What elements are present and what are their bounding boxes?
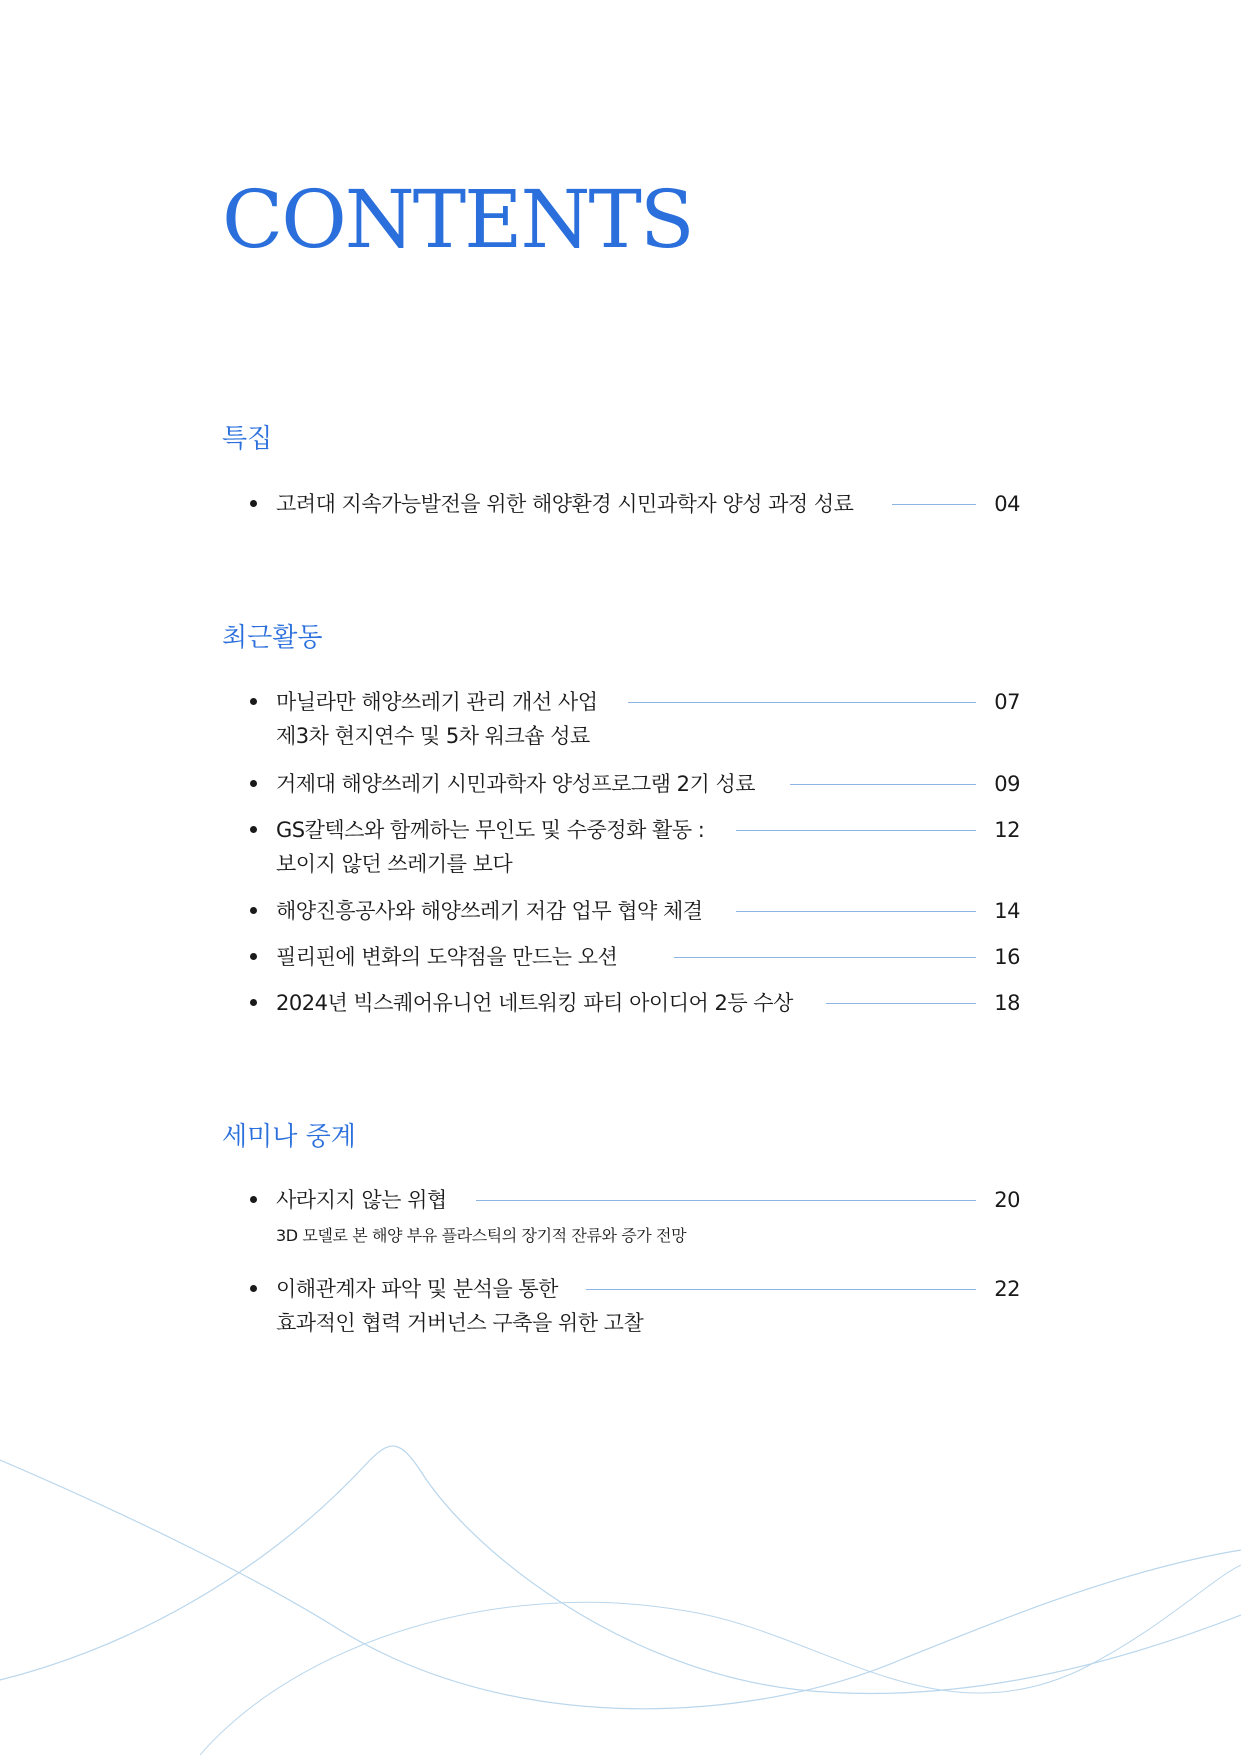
entry-title: 이해관계자 파악 및 분석을 통한 [276, 1277, 558, 1301]
page-number: 18 [994, 991, 1020, 1015]
leader-line [586, 1289, 976, 1290]
page-number: 16 [994, 945, 1020, 969]
leader-line [892, 504, 976, 505]
leader-line [826, 1003, 976, 1004]
bullet-icon [250, 999, 257, 1006]
entry-title-line2: 보이지 않던 쓰레기를 보다 [276, 852, 513, 876]
bullet-icon [250, 1285, 257, 1292]
bullet-icon [250, 1196, 257, 1203]
page-number: 07 [994, 690, 1020, 714]
entry-title: 필리핀에 변화의 도약점을 만드는 오션 [276, 945, 618, 969]
bullet-icon [250, 953, 257, 960]
bullet-icon [250, 907, 257, 914]
entry-title: 해양진흥공사와 해양쓰레기 저감 업무 협약 체결 [276, 899, 703, 923]
bullet-icon [250, 780, 257, 787]
page-number: 12 [994, 818, 1020, 842]
entry-title: GS칼텍스와 함께하는 무인도 및 수중정화 활동 : [276, 818, 705, 842]
section-heading-seminar-report: 세미나 중계 [222, 1122, 356, 1152]
decorative-wave-lines [0, 1440, 1241, 1755]
bullet-icon [250, 826, 257, 833]
section-heading-feature: 특집 [222, 424, 273, 454]
page-number: 09 [994, 772, 1020, 796]
page-number: 20 [994, 1188, 1020, 1212]
wave-line [0, 1446, 1241, 1693]
bullet-icon [250, 698, 257, 705]
entry-title: 마닐라만 해양쓰레기 관리 개선 사업 [276, 690, 598, 714]
bullet-icon [250, 500, 257, 507]
section-heading-recent-activities: 최근활동 [222, 623, 323, 653]
entry-title: 고려대 지속가능발전을 위한 해양환경 시민과학자 양성 과정 성료 [276, 492, 854, 516]
wave-line [0, 1460, 1241, 1709]
leader-line [628, 702, 976, 703]
entry-title-line2: 제3차 현지연수 및 5차 워크숍 성료 [276, 724, 590, 748]
wave-line [200, 1565, 1241, 1755]
entry-title: 거제대 해양쓰레기 시민과학자 양성프로그램 2기 성료 [276, 772, 756, 796]
entry-subtitle: 3D 모델로 본 해양 부유 플라스틱의 장기적 잔류와 증가 전망 [276, 1226, 687, 1245]
leader-line [674, 957, 976, 958]
leader-line [790, 784, 976, 785]
page-number: 22 [994, 1277, 1020, 1301]
leader-line [736, 830, 976, 831]
entry-title-line2: 효과적인 협력 거버넌스 구축을 위한 고찰 [276, 1311, 644, 1335]
leader-line [736, 911, 976, 912]
page-title: CONTENTS [222, 173, 693, 266]
page-number: 14 [994, 899, 1020, 923]
entry-title: 2024년 빅스퀘어유니언 네트워킹 파티 아이디어 2등 수상 [276, 991, 793, 1015]
entry-title: 사라지지 않는 위협 [276, 1188, 447, 1212]
page-number: 04 [994, 492, 1020, 516]
leader-line [476, 1200, 976, 1201]
